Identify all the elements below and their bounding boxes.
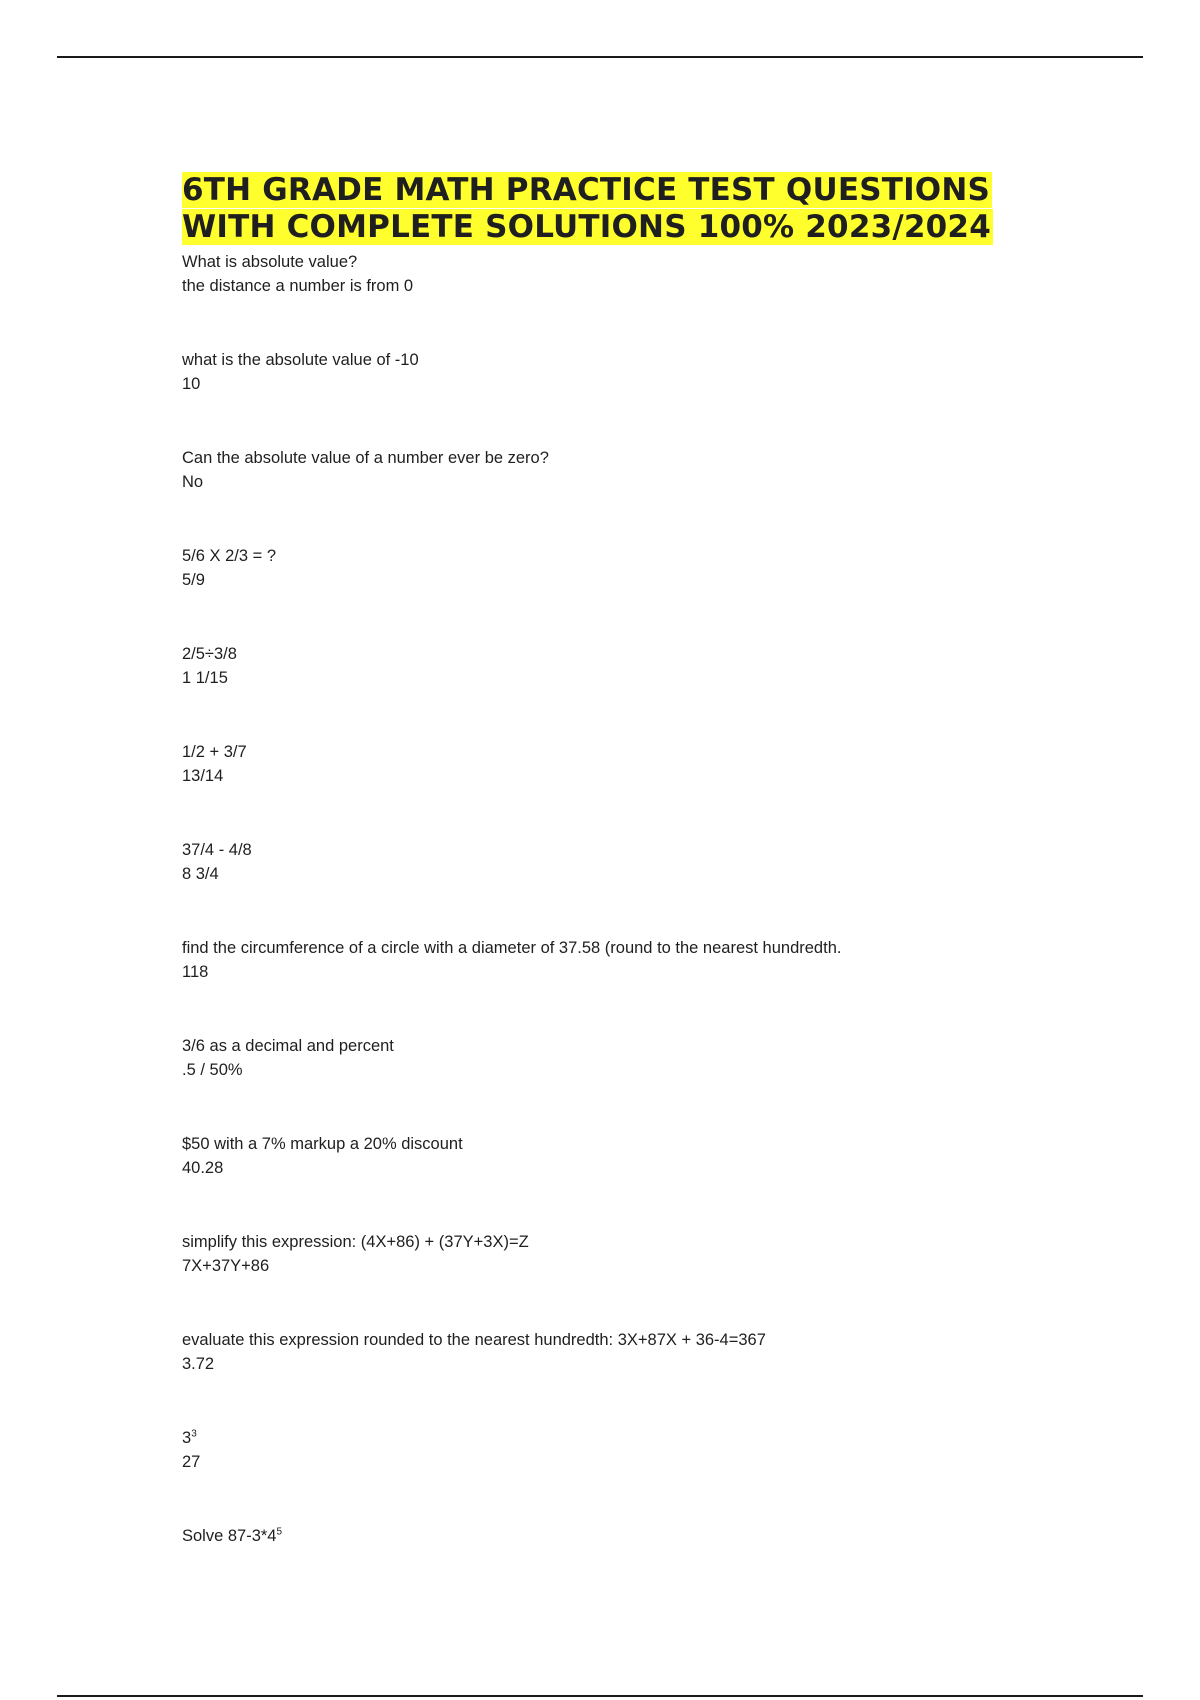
answer: 10	[182, 375, 201, 393]
qa-item	[182, 1524, 1062, 1548]
qa-item	[182, 348, 1062, 396]
answer: 8 3/4	[182, 865, 219, 883]
answer: the distance a number is from 0	[182, 277, 414, 295]
question	[182, 1426, 1062, 1450]
answer: 3.72	[182, 1355, 215, 1373]
answer: 7X+37Y+86	[182, 1257, 270, 1275]
qa-item	[182, 936, 1062, 984]
title-line-1: 6TH GRADE MATH PRACTICE TEST QUESTIONS	[182, 172, 991, 208]
question-base: 3	[182, 1429, 192, 1447]
title-line-2: WITH COMPLETE SOLUTIONS 100% 2023/2024	[182, 209, 991, 245]
qa-item	[182, 1328, 1062, 1376]
qa-item	[182, 1426, 1062, 1474]
question: What is absolute value?	[182, 253, 358, 271]
answer: 40.28	[182, 1159, 224, 1177]
answer: 118	[182, 963, 209, 981]
question	[182, 1524, 1062, 1548]
question: 5/6 X 2/3 = ?	[182, 547, 277, 565]
document-body	[182, 172, 1062, 1548]
qa-item	[182, 1034, 1062, 1082]
question: what is the absolute value of -10	[182, 351, 419, 369]
answer: 27	[182, 1453, 201, 1471]
answer: 1 1/15	[182, 669, 228, 687]
answer: .5 / 50%	[182, 1061, 243, 1079]
question: $50 with a 7% markup a 20% discount	[182, 1135, 463, 1153]
answer: 5/9	[182, 571, 205, 589]
question: evaluate this expression rounded to the nearest hundredth: 3X+87X + 36-4=367	[182, 1331, 766, 1349]
answer: No	[182, 473, 204, 491]
question-exponent: 3	[191, 1428, 197, 1440]
question: 1/2 + 3/7	[182, 743, 247, 761]
qa-item	[182, 1230, 1062, 1278]
question: 37/4 - 4/8	[182, 841, 252, 859]
question-base: Solve 87-3*4	[182, 1527, 277, 1545]
question: Can the absolute value of a number ever be zero?	[182, 449, 549, 467]
footer-rule	[57, 1695, 1143, 1697]
qa-item	[182, 740, 1062, 788]
qa-item	[182, 838, 1062, 886]
document-title	[182, 172, 1062, 246]
qa-item	[182, 544, 1062, 592]
question: find the circumference of a circle with a diameter of 37.58 (round to the nearest hundredth.	[182, 939, 842, 957]
question: simplify this expression: (4X+86) + (37Y+3X)=Z	[182, 1233, 529, 1251]
question: 3/6 as a decimal and percent	[182, 1037, 394, 1055]
question-exponent: 5	[276, 1526, 283, 1538]
qa-item	[182, 250, 1062, 298]
question: 2/5÷3/8	[182, 645, 237, 663]
qa-item	[182, 1132, 1062, 1180]
qa-item	[182, 446, 1062, 494]
header-rule	[57, 56, 1143, 58]
qa-item	[182, 642, 1062, 690]
answer: 13/14	[182, 767, 224, 785]
